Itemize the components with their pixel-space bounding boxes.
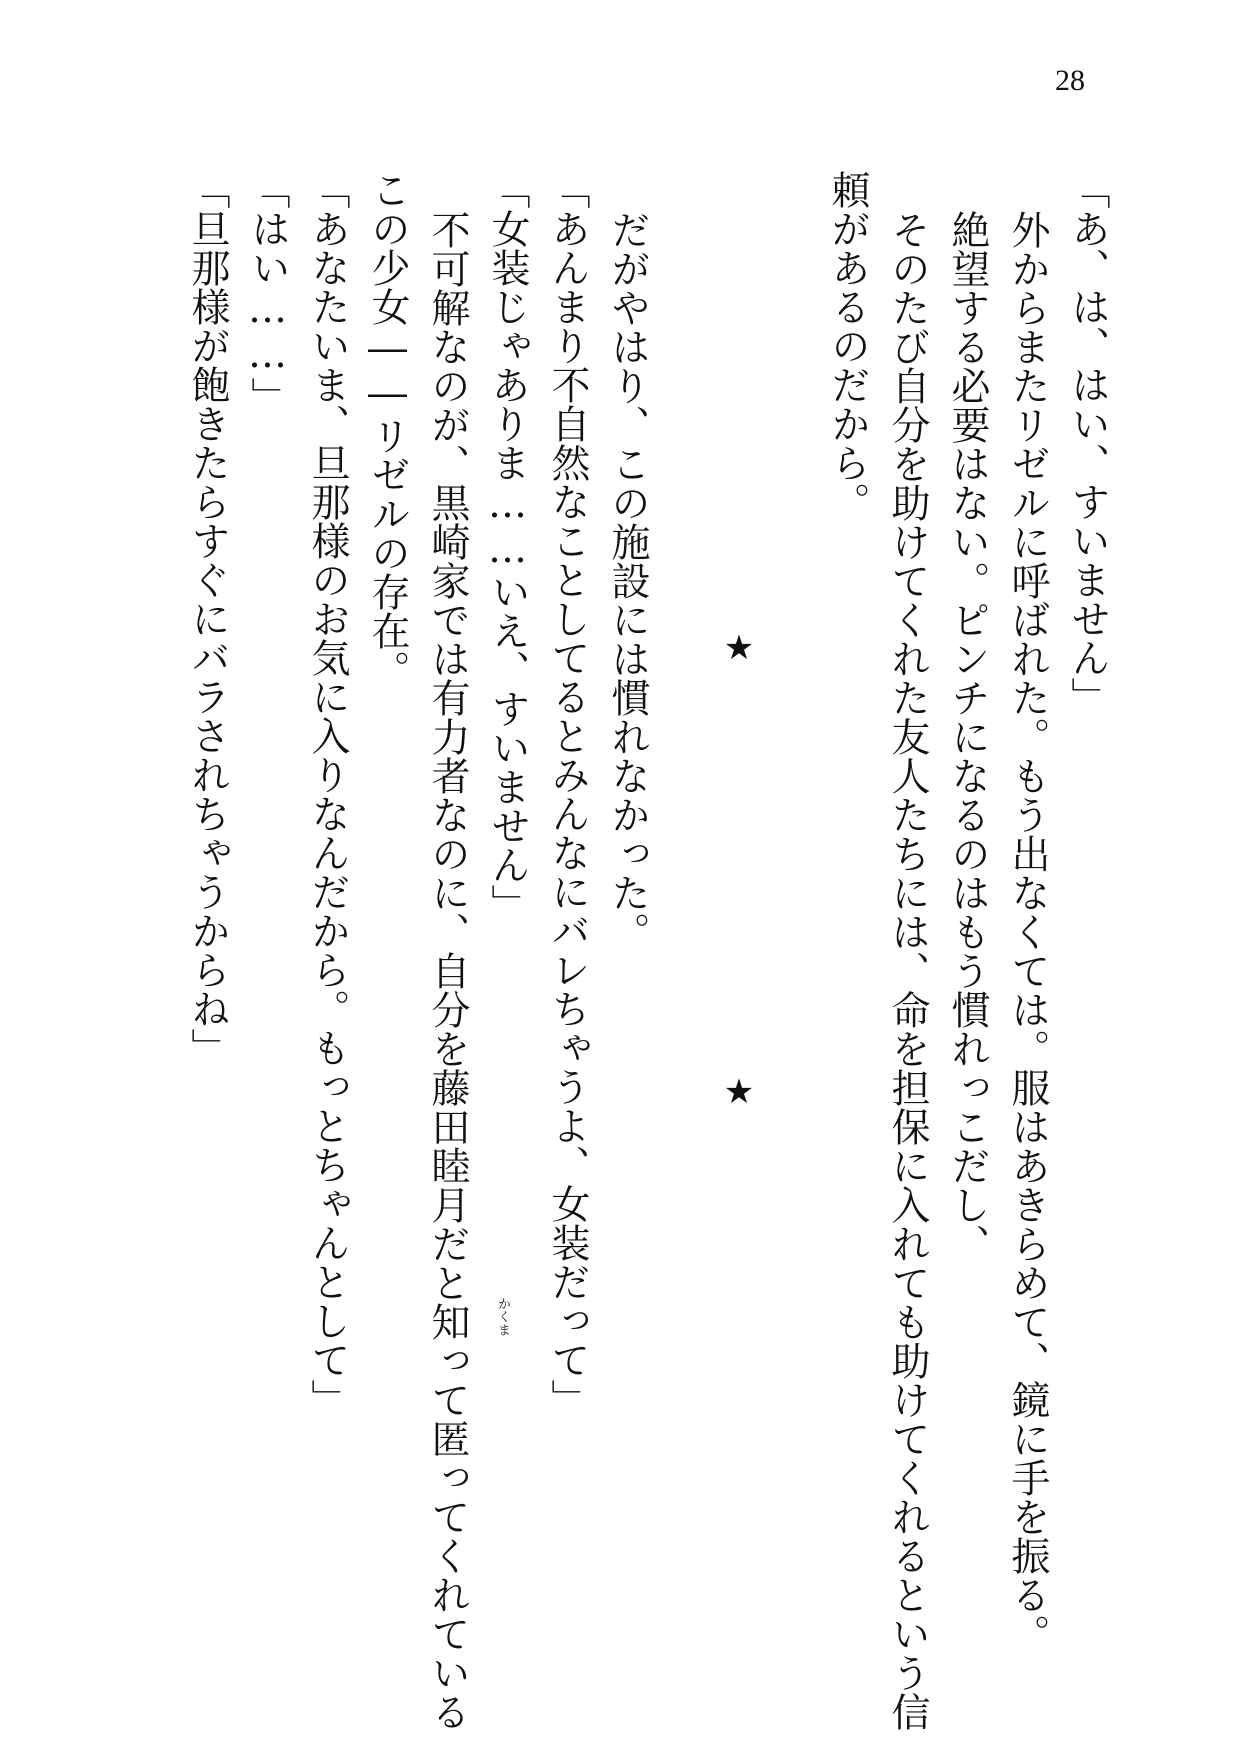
page-number: 28 [1055,64,1085,97]
scene-break-star-2: ★ [723,1072,755,1112]
text-column-6: だがやはり、この施設には慣れなかった。 [605,210,650,951]
text-column-10: この少女――リゼルの存在。 [365,170,410,689]
text-column-12: 「はい……」 [245,170,290,416]
text-column-8: 「女装じゃありま……いえ、すいません」 [485,170,530,923]
text-column-1: 「あ、は、はい、すいません」 [1065,170,1110,716]
text-column-7: 「あんまり不自然なことしてるとみんなにバレちゃうよ、女装だって」 [545,170,590,1418]
text-column-2: 外からまたリゼルに呼ばれた。もう出なくては。服はあきらめて、鏡に手を振る。 [1005,210,1050,1653]
text-column-11: 「あなたいま、旦那様のお気に入りなんだから。もっとちゃんとして」 [305,170,350,1418]
text-column-4: そのたび自分を助けてくれた友人たちには、命を担保に入れても助けてくれるという信 [885,210,930,1731]
scene-break-star-1: ★ [723,628,755,668]
text-column-13: 「旦那様が飽きたらすぐにバラされちゃうからね」 [185,170,230,1067]
text-column-9: 不可解なのが、黒崎家では有力者なのに、自分を藤田睦月だと知って匿ってくれている [425,210,470,1731]
text-column-3: 絶望する必要はない。ピンチになるのはもう慣れっこだし、 [945,210,990,1263]
ruby-annotation: かくま [495,1297,510,1336]
text-column-5: 頼があるのだから。 [825,170,870,521]
